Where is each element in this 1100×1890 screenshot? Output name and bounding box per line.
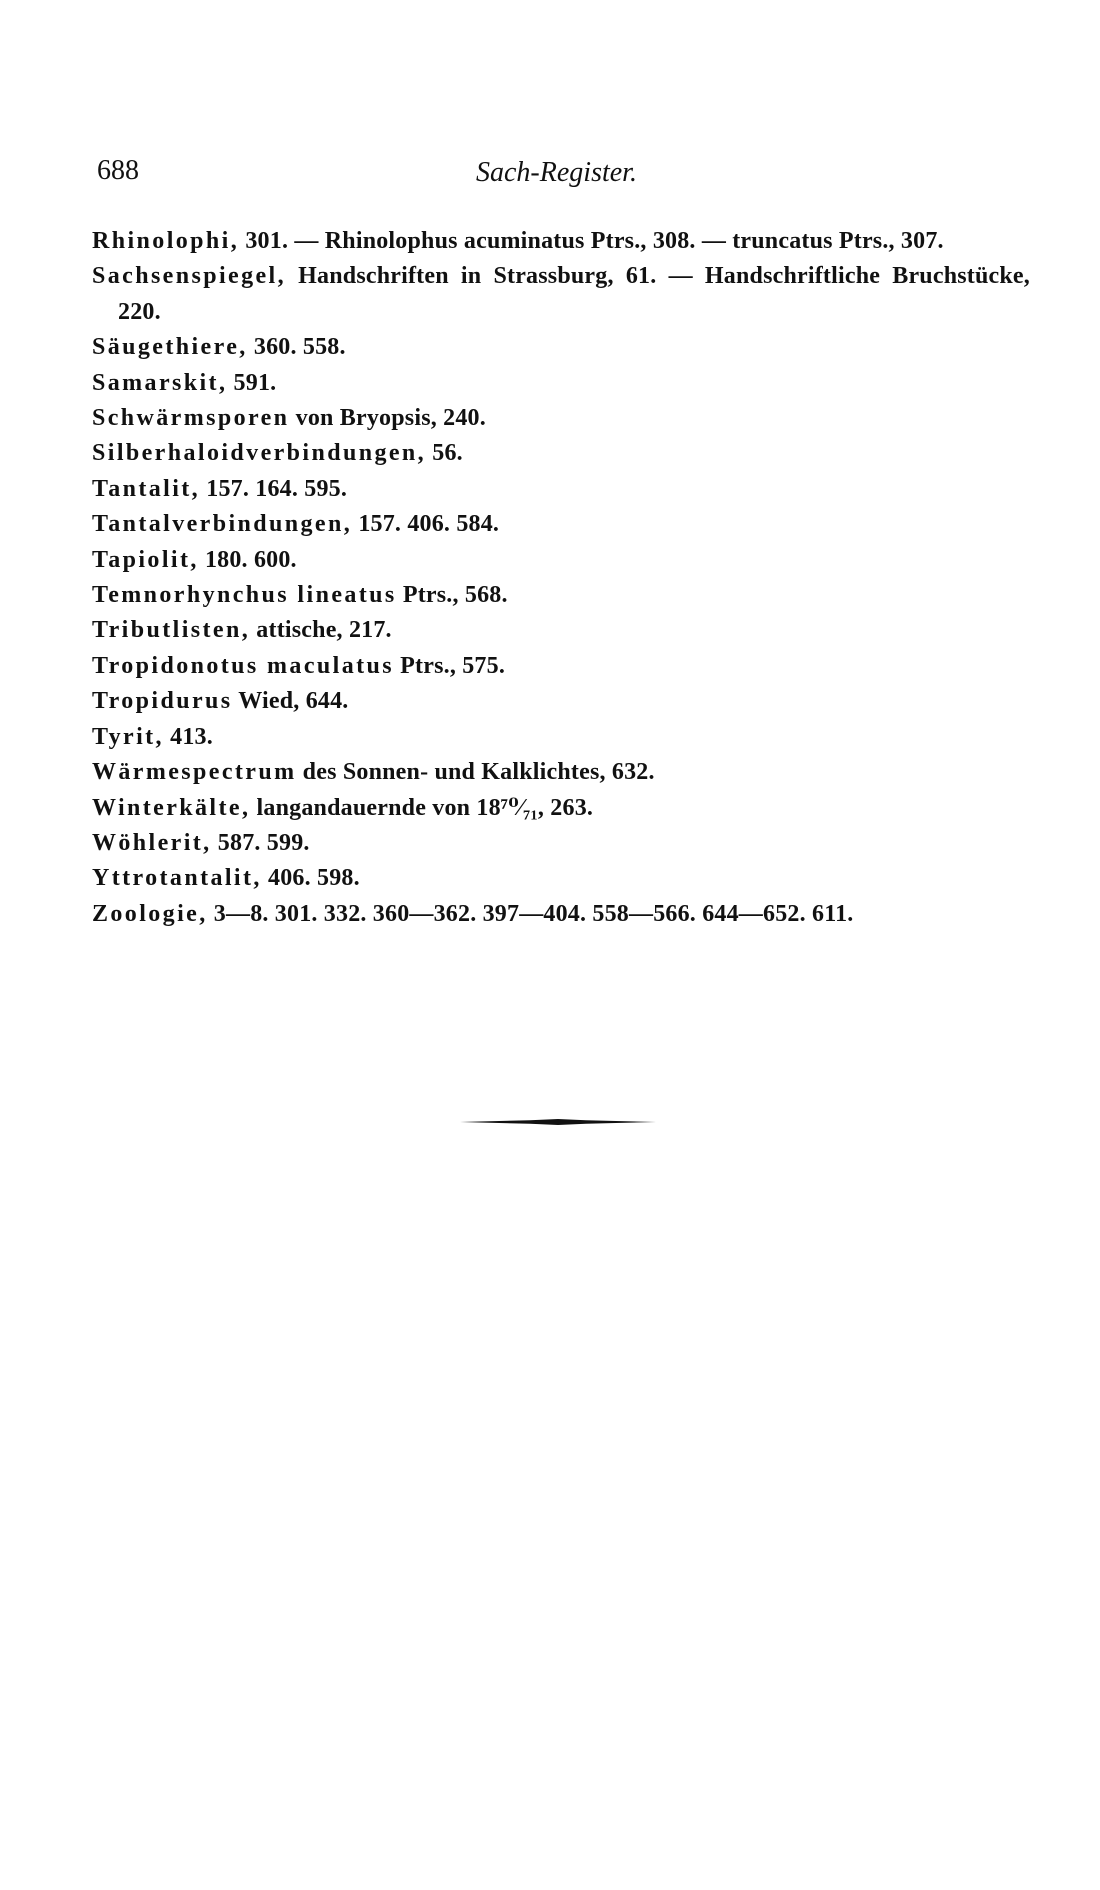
entry-keyword: Tropidurus	[92, 688, 233, 715]
entry-references: Wied, 644.	[232, 688, 349, 715]
index-entry	[92, 755, 1030, 790]
running-title: Sach-Register.	[476, 157, 637, 188]
index-entry	[92, 861, 1030, 896]
index-entry	[92, 649, 1030, 684]
entry-references: des Sonnen- und Kalklichtes, 632.	[296, 759, 655, 786]
entry-references: 360. 558.	[247, 334, 346, 361]
index-entry	[92, 826, 1030, 861]
index-entry	[92, 613, 1030, 648]
entry-keyword: Zoologie,	[92, 900, 208, 927]
entry-keyword: Tyrit,	[92, 723, 164, 750]
entry-keyword: Yttrotantalit,	[92, 865, 262, 892]
entry-references: 301. — Rhinolophus acuminatus Ptrs., 308. — truncatus Ptrs., 307.	[239, 228, 944, 254]
entry-keyword: Sachsenspiegel,	[92, 263, 287, 290]
entry-keyword: Rhinolophi,	[92, 228, 240, 254]
index-entry	[92, 720, 1030, 755]
index-entry	[92, 224, 1030, 259]
index-entry	[92, 366, 1030, 401]
index-entry	[92, 543, 1030, 578]
entry-keyword: Tropidonotus maculatus	[92, 652, 394, 679]
entry-references: 157. 164. 595.	[200, 475, 348, 502]
entry-references: 591.	[227, 369, 277, 396]
entry-keyword: Tributlisten,	[92, 617, 251, 644]
entry-keyword: Temnorhynchus lineatus	[92, 582, 397, 609]
end-ornament-rule	[460, 1118, 656, 1126]
entry-keyword: Wärmespectrum	[92, 759, 297, 786]
entry-references: 3—8. 301. 332. 360—362. 397—404. 558—566. 644—652. 611.	[207, 900, 854, 927]
entry-keyword: Samarskit,	[92, 369, 228, 396]
index-entry	[92, 791, 1030, 826]
entry-references: 413.	[163, 723, 213, 750]
entry-keyword: Wöhlerit,	[92, 829, 212, 856]
entry-references: Handschriften in Strassburg, 61. — Handschriftliche Bruchstücke, 220.	[118, 263, 1030, 325]
entry-references: Ptrs., 568.	[396, 582, 508, 609]
entry-keyword: Silberhaloidverbindungen,	[92, 440, 427, 467]
index-entry	[92, 401, 1030, 436]
entry-keyword: Tantalit,	[92, 475, 201, 502]
entry-references: von Bryopsis, 240.	[289, 405, 486, 432]
entry-references: 56.	[426, 440, 463, 467]
entry-references: langandauernde von 18⁷⁰⁄₇₁, 263.	[250, 794, 594, 821]
index-entry	[92, 436, 1030, 471]
entry-references: 157. 406. 584.	[352, 511, 500, 538]
index-entry	[92, 330, 1030, 365]
index-entry	[92, 507, 1030, 542]
entry-references: 180. 600.	[198, 546, 297, 573]
index-entry	[92, 578, 1030, 613]
entry-keyword: Tapiolit,	[92, 546, 199, 573]
index-entries	[92, 224, 1030, 932]
entry-references: attische, 217.	[250, 617, 392, 644]
entry-keyword: Tantalverbindungen,	[92, 511, 353, 538]
entry-keyword: Winterkälte,	[92, 794, 251, 821]
entry-references: 406. 598.	[261, 865, 360, 892]
index-entry	[92, 472, 1030, 507]
index-entry	[92, 259, 1030, 330]
index-entry	[92, 684, 1030, 719]
entry-keyword: Schwärmsporen	[92, 405, 290, 432]
page-number: 688	[97, 155, 139, 186]
entry-references: 587. 599.	[211, 829, 310, 856]
index-entry	[92, 897, 1030, 932]
entry-references: Ptrs., 575.	[393, 652, 506, 679]
entry-keyword: Säugethiere,	[92, 334, 248, 361]
